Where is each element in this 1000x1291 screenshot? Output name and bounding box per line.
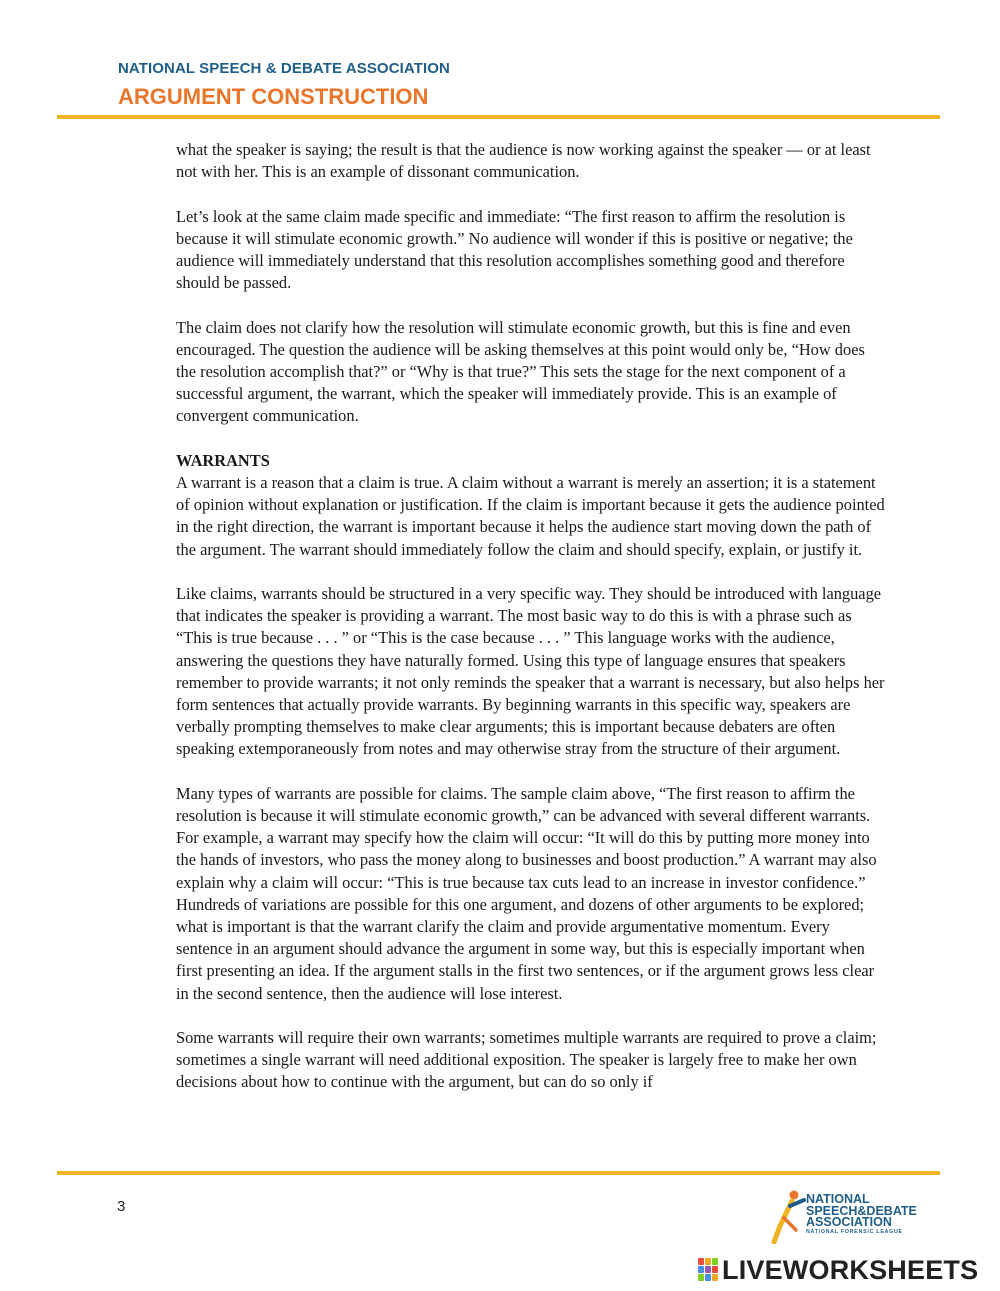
paragraph: A warrant is a reason that a claim is true. A claim without a warrant is merely an assertion; it is a statement of opinion without explanation or justification. If the claim is important because it gets the audience pointed in the right direction, the warrant is important because it helps the audience start moving down the path of the argument. The warrant should immediately follow the claim and should specify, explain, or justify it. [176,473,885,559]
paragraph: Some warrants will require their own warrants; sometimes multiple warrants are required to prove a claim; sometimes a single warrant will need additional exposition. The speaker is largely free to make her own decisions about how to continue with the argument, but can do so only if [176,1028,877,1092]
paragraph: Let’s look at the same claim made specific and immediate: “The first reason to affirm the resolution is because it will stimulate economic growth.” No audience will wonder if this is positive or negative; the audience will immediately understand that this resolution accomplishes something good and therefore should be passed. [176,206,853,293]
header-divider [57,115,940,119]
section-heading-warrants: WARRANTS [176,450,270,470]
footer-divider [57,1171,940,1175]
header-section-title: ARGUMENT CONSTRUCTION [118,84,429,109]
liveworksheets-watermark [698,1255,998,1285]
nsda-logo-text: NATIONAL SPEECH&DEBATE ASSOCIATION NATIONAL FORENSIC LEAGUE [806,1192,917,1235]
liveworksheets-blocks-icon [698,1258,720,1282]
document-body [176,139,888,1116]
nsda-logo [770,1186,950,1244]
paragraph: what the speaker is saying; the result is that the audience is now working against the speaker — or at least not with her. This is an example of dissonant communication. [176,140,871,182]
liveworksheets-wordmark: LIVEWORKSHEETS [722,1255,979,1285]
header-org-name: NATIONAL SPEECH & DEBATE ASSOCIATION [118,60,450,77]
paragraph: The claim does not clarify how the resolution will stimulate economic growth, but this is fine and even encouraged. The question the audience will be asking themselves at this point would only be, “How does the resolution accomplish that?” or “Why is that true?” This sets the stage for the next component of a successful argument, the warrant, which the speaker will immediately provide. This is an example of convergent communication. [176,317,865,426]
paragraph: Many types of warrants are possible for claims. The sample claim above, “The first reason to affirm the resolution is because it will stimulate economic growth,” can be advanced with several different warrants. For example, a warrant may specify how the claim will occur: “It will do this by putting more money into the hands of investors, who pass the money along to businesses and boost production.” A warrant may also explain why a claim will occur: “This is true because tax cuts lead to an increase in investor confidence.” Hundreds of variations are possible for this one argument, and dozens of other arguments to be explored; what is important is that the warrant clarify the claim and provide argumentative momentum. Every sentence in an argument should advance the argument in some way, but this is especially important when first presenting an idea. If the argument stalls in the first two sentences, or if the argument grows less clear in the second sentence, then the audience will lose interest. [176,783,877,1003]
page-number: 3 [117,1198,126,1215]
speaker-figure-icon [770,1186,810,1244]
paragraph: Like claims, warrants should be structured in a very specific way. They should be introduced with language that indicates the speaker is providing a warrant. The most basic way to do this is with a phrase such as “This is true because . . . ” or “This is the case because . . . ” This language works with the audience, answering the questions they have naturally formed. Using this type of language ensures that speakers remember to provide warrants; it not only reminds the speaker that a warrant is necessary, but also helps her form sentences that actually provide warrants. By beginning warrants in this specific way, speakers are verbally prompting themselves to make clear arguments; this is important because debaters are often speaking extemporaneously from notes and may otherwise stray from the structure of their argument. [176,584,885,759]
